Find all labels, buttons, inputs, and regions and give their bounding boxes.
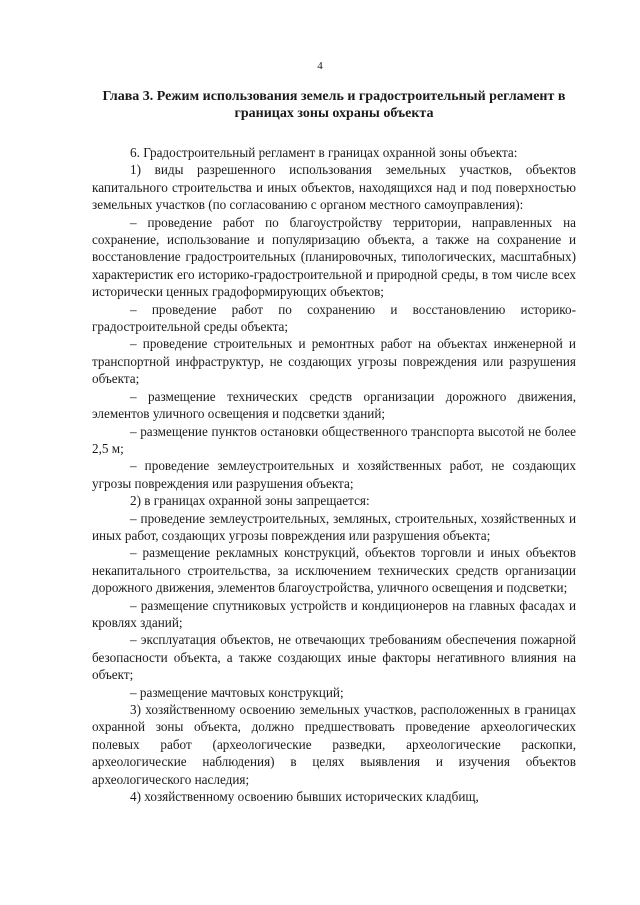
page-number: 4 <box>317 60 323 72</box>
paragraph: – размещение мачтовых конструкций; <box>130 684 344 700</box>
paragraph: 6. Градостроительный регламент в границах охранной зоны объекта: <box>130 145 518 160</box>
chapter-title: Глава 3. Режим использования земель и градостроительный регламент в границах зоны охраны объекта <box>102 89 566 121</box>
paragraph: 2) в границах охранной зоны запрещается: <box>130 493 370 509</box>
paragraph: 3) хозяйственному освоению земельных участков, расположенных в границах охранной зоны объекта, должно предшествовать проведение археологических полевых работ (археологические разведки, археологические раскопки, археологические наблюдения) в целях выявления и изучения объектов археологического наследия; <box>92 702 576 787</box>
paragraph: – размещение спутниковых устройств и кондиционеров на главных фасадах и кровлях зданий; <box>92 597 576 630</box>
paragraph: – проведение строительных и ремонтных работ на объектах инженерной и транспортной инфраструктур, не создающих угрозы повреждения или разрушения объекта; <box>92 336 576 387</box>
paragraph: – проведение работ по благоустройству территории, направленных на сохранение, использование и популяризацию объекта, а также на сохранение и восстановление градостроительных (планировочных, типологических, масштабных) характеристик его историко-градостроительной и природной среды, в том числе всех исторически ценных градоформирующих объектов; <box>92 214 576 300</box>
paragraph: – эксплуатация объектов, не отвечающих требованиям обеспечения пожарной безопасности объекта, а также создающих иные факторы негативного влияния на объект; <box>92 632 576 683</box>
paragraph: 4) хозяйственному освоению бывших исторических кладбищ, <box>130 789 479 805</box>
paragraph: – проведение землеустроительных, земляных, строительных, хозяйственных и иных работ, создающих угрозы повреждения или разрушения объекта; <box>92 510 576 543</box>
document-body <box>92 144 576 805</box>
paragraph: 1) виды разрешенного использования земельных участков, объектов капитального строительства и иных объектов, находящихся над и под поверхностью земельных участков (по согласованию с органом местного самоуправления): <box>92 162 576 213</box>
paragraph: – размещение рекламных конструкций, объектов торговли и иных объектов некапитального строительства, за исключением технических средств организации дорожного движения, элементов благоустройства, уличного освещения и подсветки; <box>92 545 576 596</box>
paragraph: – проведение землеустроительных и хозяйственных работ, не создающих угрозы повреждения или разрушения объекта; <box>92 458 576 491</box>
paragraph: – проведение работ по сохранению и восстановлению историко-градостроительной среды объекта; <box>92 301 576 335</box>
paragraph: – размещение пунктов остановки общественного транспорта высотой не более 2,5 м; <box>92 423 576 456</box>
paragraph: – размещение технических средств организации дорожного движения, элементов уличного освещения и подсветки зданий; <box>92 388 576 422</box>
